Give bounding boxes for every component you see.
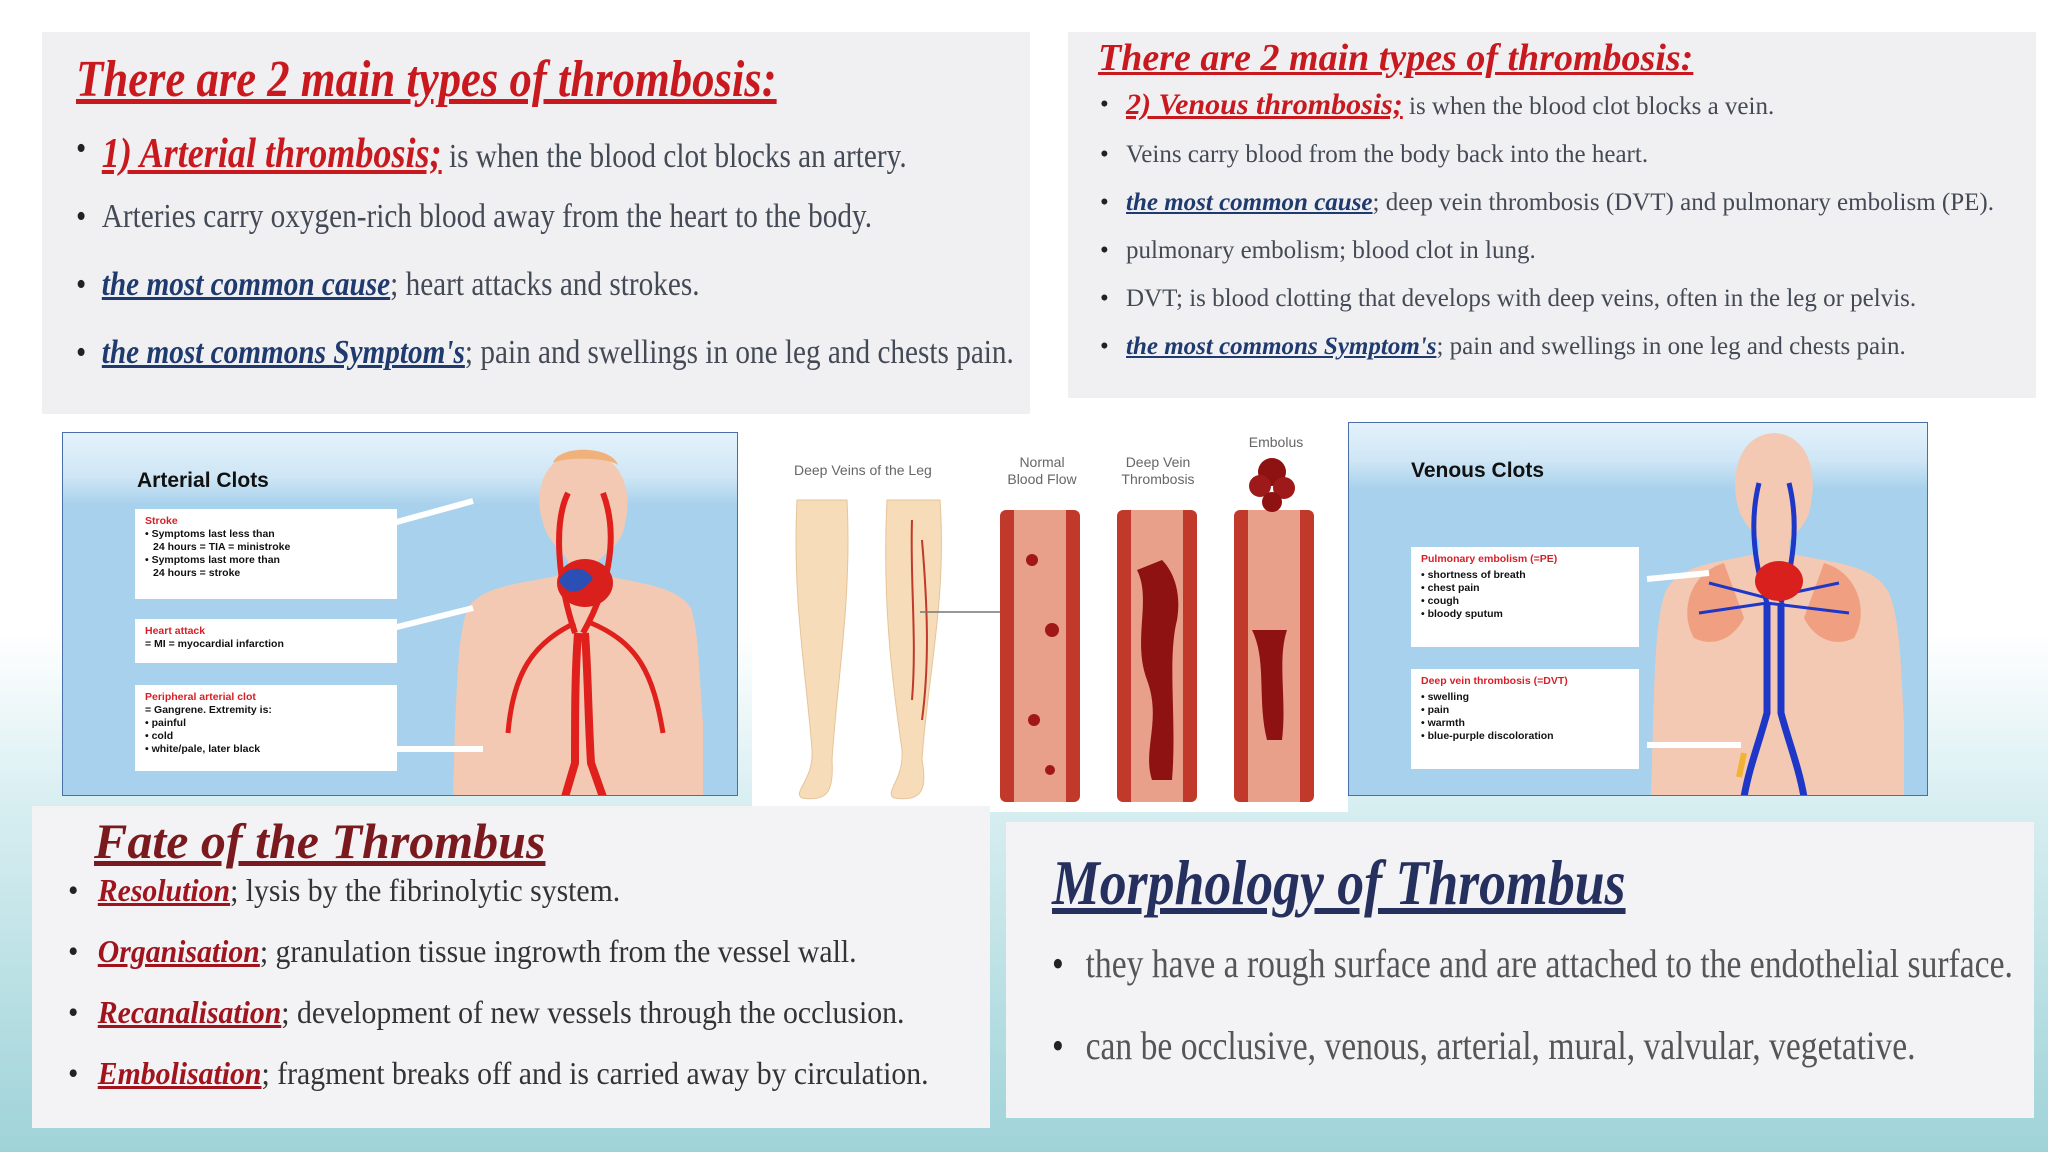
list-item [76,266,1039,334]
list-item [1052,1022,2043,1104]
list-item [76,334,1039,402]
list-item-text: ; development of new vessels through the occlusion. [281,994,905,1030]
peripheral-line: = Gangrene. Extremity is: [145,704,272,716]
dvt-line: • warmth [1421,717,1465,729]
pe-info-box [1411,547,1639,647]
list-item [68,933,998,994]
arterial-clots-illustration [62,432,738,796]
peripheral-line: • white/pale, later black [145,743,261,755]
arterial-thrombosis-panel [42,32,1030,414]
venous-thrombosis-panel [1068,32,2036,398]
deep-vein-illustration [752,420,1348,812]
list-item [68,994,998,1055]
fate-bullet-list [68,872,998,1116]
list-item-text: is when the blood clot blocks a vein. [1402,93,1775,120]
list-item-text: ; lysis by the fibrinolytic system. [230,872,621,908]
pe-line: • chest pain [1421,582,1480,594]
list-item-text: ; granulation tissue ingrowth from the vessel wall. [259,933,857,969]
peripheral-line: • cold [145,730,174,742]
list-item-text: is when the blood clot blocks an artery. [441,138,907,175]
stroke-line: • Symptoms last more than [145,554,280,566]
normal-vessel [1000,510,1080,802]
dvt-label: Deep Vein Thrombosis [1121,454,1195,487]
venous-bullet-list [1098,90,2018,380]
list-item-text: ; heart attacks and strokes. [390,266,700,303]
list-item-text: ; deep vein thrombosis (DVT) and pulmonary embolism (PE). [1372,189,1994,216]
dvt-line: • swelling [1421,691,1470,703]
morphology-panel [1006,822,2034,1118]
list-item [68,1055,998,1116]
list-item-text: pulmonary embolism; blood clot in lung. [1126,237,1536,264]
stroke-line: 24 hours = stroke [153,567,241,579]
dvt-heading: Deep vein thrombosis (=DVT) [1421,675,1568,687]
organisation-label: Organisation [97,933,260,969]
morphology-bullet-list [1052,940,2043,1104]
list-item-text: DVT; is blood clotting that develops with deep veins, often in the leg or pelvis. [1126,285,1917,312]
venous-panel-title: There are 2 main types of thrombosis: [1098,37,1694,79]
list-item [1098,188,2018,218]
pe-line: • shortness of breath [1421,569,1526,581]
list-item-text: Veins carry blood from the body back into the heart. [1126,141,1649,168]
deep-veins-label: Deep Veins of the Leg [794,462,932,478]
dvt-vessel [1117,510,1197,802]
list-item [1098,90,2018,122]
recanalisation-label: Recanalisation [97,994,282,1030]
list-item [68,872,998,933]
fate-panel-title: Fate of the Thrombus [94,813,546,869]
symptoms-label: the most commons Symptom's [101,334,465,371]
list-item-text: they have a rough surface and are attached to the endothelial surface. [1085,941,2013,986]
list-item-text: ; pain and swellings in one leg and chests pain. [464,334,1014,371]
list-item-text: ; fragment breaks off and is carried away by circulation. [261,1055,929,1091]
peripheral-clot-info-box [135,685,397,771]
heart-attack-info-box [135,619,397,663]
arterial-panel-title: There are 2 main types of thrombosis: [76,51,777,108]
venous-clots-illustration [1348,422,1928,796]
dvt-line: • blue-purple discoloration [1421,730,1554,742]
pe-line: • cough [1421,595,1460,607]
venous-thrombosis-label: 2) Venous thrombosis; [1126,88,1403,121]
arterial-thrombosis-label: 1) Arterial thrombosis; [101,131,442,177]
list-item-text: Arteries carry oxygen-rich blood away from the heart to the body. [101,198,873,235]
resolution-label: Resolution [97,872,231,908]
dvt-line: • pain [1421,704,1450,716]
dvt-info-box [1411,669,1639,769]
stroke-info-box [135,509,397,599]
list-item [1098,284,2018,314]
stroke-heading: Stroke [145,515,178,527]
peripheral-clot-heading: Peripheral arterial clot [145,691,256,703]
list-item [76,130,1039,198]
embolus-label: Embolus [1248,434,1304,450]
list-item-text: ; pain and swellings in one leg and chests pain. [1436,333,1906,360]
morphology-panel-title: Morphology of Thrombus [1052,847,1626,918]
pe-line: • bloody sputum [1421,608,1503,620]
stroke-line: • Symptoms last less than [145,528,275,540]
heart-attack-line: = MI = myocardial infarction [145,638,284,650]
fate-of-thrombus-panel [32,806,990,1128]
list-item [1098,236,2018,266]
list-item [1052,940,2043,1022]
list-item [76,198,1039,266]
embolus-vessel [1234,458,1314,802]
venous-clots-title: Venous Clots [1411,459,1545,482]
list-item [1098,140,2018,170]
list-item-text: can be occlusive, venous, arterial, mural, valvular, vegetative. [1085,1023,1916,1068]
pe-heading: Pulmonary embolism (=PE) [1421,553,1558,565]
embolisation-label: Embolisation [97,1055,262,1091]
arterial-bullet-list [76,130,1039,402]
normal-flow-label: Normal Blood Flow [1007,454,1077,487]
heart-attack-heading: Heart attack [145,625,206,637]
arterial-clots-title: Arterial Clots [137,469,269,492]
stroke-line: 24 hours = TIA = ministroke [153,541,291,553]
symptoms-label: the most commons Symptom's [1126,333,1437,360]
peripheral-line: • painful [145,717,187,729]
list-item [1098,332,2018,362]
most-common-cause-label: the most common cause [1126,189,1373,216]
most-common-cause-label: the most common cause [101,266,391,303]
